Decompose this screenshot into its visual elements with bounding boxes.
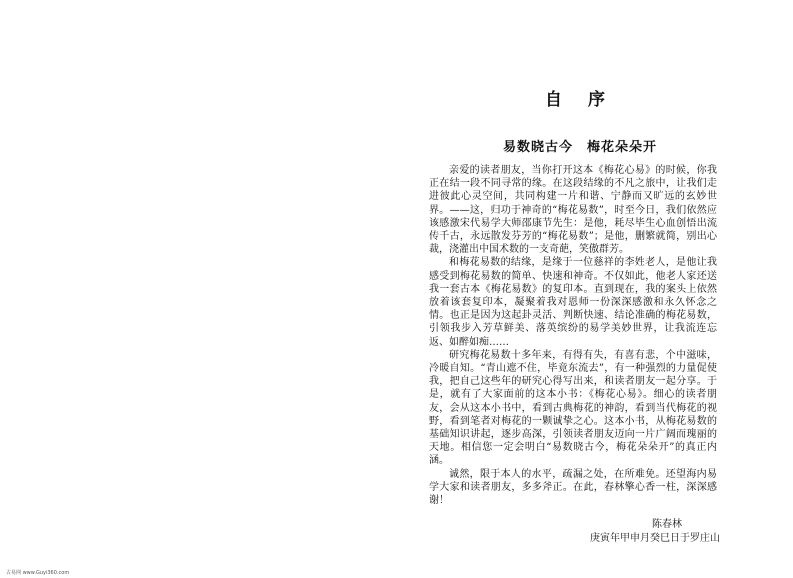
preface-paragraph: 研究梅花易数十多年来，有得有失，有喜有悲，个中滋味，冷暖自知。“青山遮不住，毕竟东流去”，有一种强烈的力量促使我，把自己这些年的研究心得写出来，和读者朋友一起分享。于是，就有了大家面前的这本小书：《梅花心易》。细心的读者朋友，会从这本小书中，看到古典梅花的神韵，看到当代梅花的视野，看到笔者对梅花的一颗诚挚之心。这本小书，从梅花易数的基础知识讲起，逐步高深，引领读者朋友迈向一片广阔而瑰丽的天地。相信您一定会明白“易数晓古今，梅花朵朵开”的真正内涵。 xyxy=(429,349,717,467)
preface-title: 自 序 xyxy=(545,90,615,110)
author-name: 陈春林 xyxy=(652,519,682,530)
preface-paragraph: 亲爱的读者朋友，当你打开这本《梅花心易》的时候，你我正在结一段不同寻常的缘。在这段结缘的不凡之旅中，让我们走进彼此心灵空间，共同构建一片和谐、宁静而又旷远的玄妙世界。——这，归功于神奇的“梅花易数”，时至今日，我们依然应该感激宋代易学大师邵康节先生：是他，耗尽毕生心血创悟出流传千古，永远散发芬芳的“梅花易数”；是他，删繁就简，别出心裁，浇灌出中国术数的一支奇葩，笑傲群芳。 xyxy=(429,165,717,256)
preface-body xyxy=(429,164,717,507)
preface-paragraph: 和梅花易数的结缘，是缘于一位慈祥的李姓老人，是他让我感受到梅花易数的简单、快速和神奇。不仅如此，他老人家还送我一套古本《梅花易数》的复印本。直到现在，我的案头上依然放着该套复印本，凝聚着我对恩师一份深深感激和永久怀念之情。也正是因为这起卦灵活、判断快速、结论准确的梅花易数，引领我步入芳草鲜美、落英缤纷的易学美妙世界，让我流连忘返、如醉如痴…… xyxy=(429,257,717,348)
preface-subtitle xyxy=(470,136,690,155)
preface-paragraph: 诚然，限于本人的水平，疏漏之处，在所难免。还望海内易学大家和读者朋友，多多斧正。在此，春林擎心香一柱，深深感谢！ xyxy=(429,468,717,507)
watermark-text: 古易网 www.Guyi360.com xyxy=(6,570,70,576)
preface-subtitle-text: 易数晓古今 梅花朵朵开 xyxy=(502,140,657,155)
preface-signature xyxy=(560,518,720,546)
date-line: 庚寅年甲申月癸巳日于罗庄山 xyxy=(590,533,720,544)
